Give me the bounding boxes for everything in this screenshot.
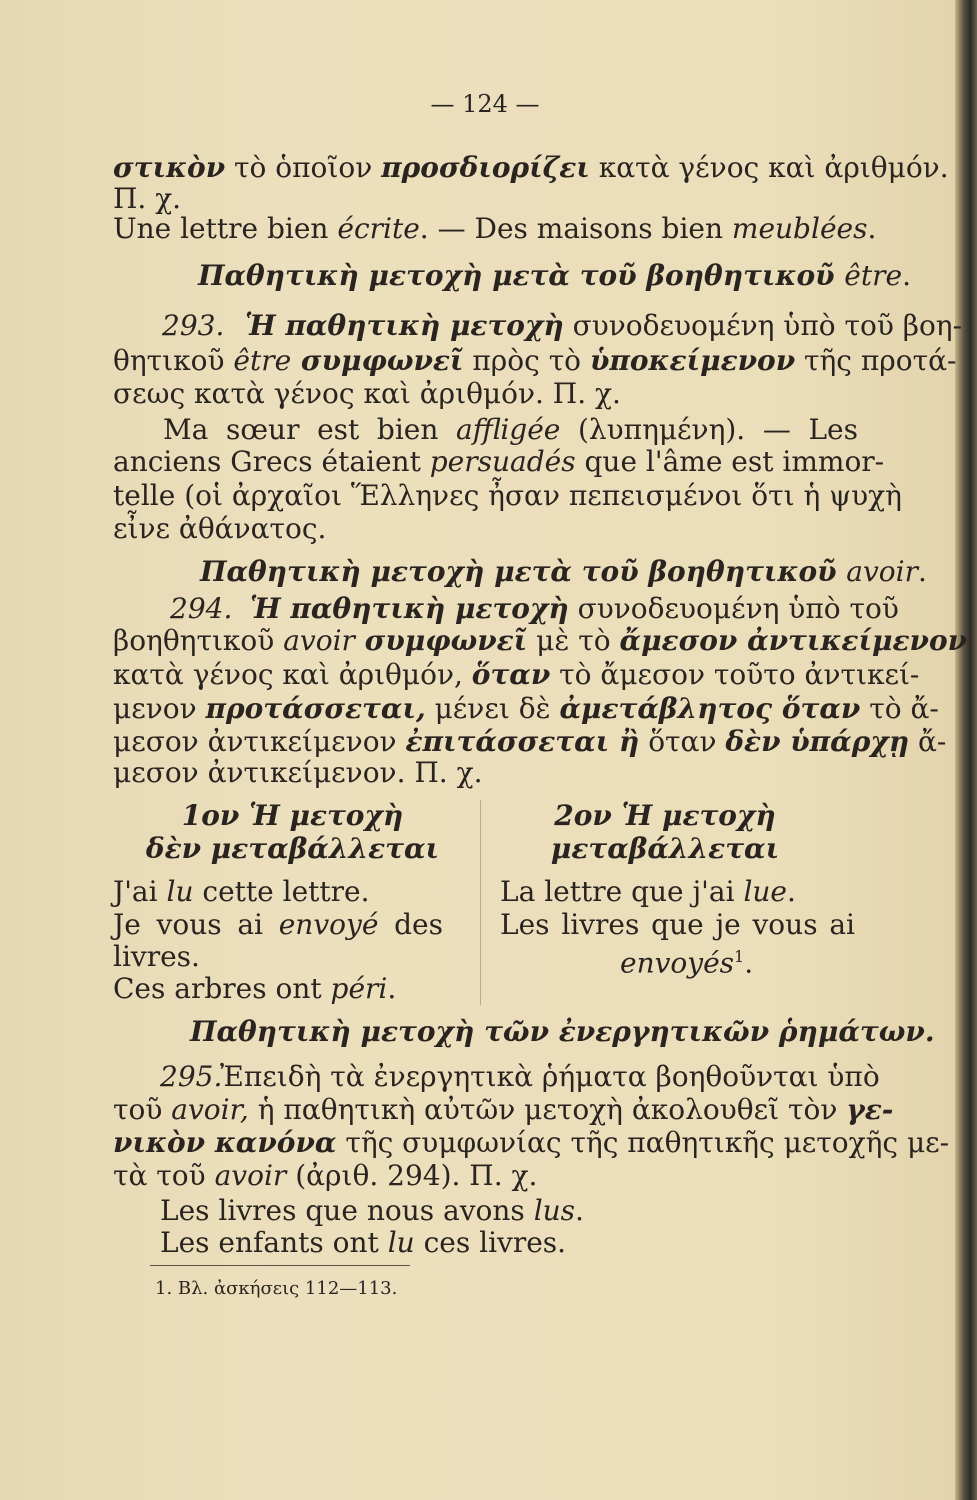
text-line: σεως κατὰ γένος καὶ ἀριθμόν. Π. χ. bbox=[113, 377, 621, 410]
footnote: 1. Βλ. ἀσκήσεις 112—113. bbox=[155, 1278, 398, 1299]
footnote-marker: 1 bbox=[734, 947, 745, 966]
text-line: envoyés$^1$. bbox=[620, 946, 754, 980]
paragraph-number: 295. bbox=[160, 1060, 223, 1093]
text-line: Π. χ. bbox=[113, 182, 182, 215]
text-line: anciens Grecs étaient persuadés que l'âme est immor- bbox=[113, 445, 885, 478]
section-heading: Παθητικὴ μετοχὴ μετὰ τοῦ βοηθητικοῦ avoir. bbox=[200, 555, 927, 588]
section-heading: Παθητικὴ μετοχὴ τῶν ἐνεργητικῶν ῥημάτων. bbox=[190, 1015, 935, 1048]
column-heading-right: μεταβάλλεται bbox=[550, 832, 780, 865]
text-line: Une lettre bien écrite. — Des maisons bien meublées. bbox=[113, 212, 877, 245]
footnote-rule bbox=[150, 1265, 410, 1266]
text-line: Les livres que nous avons lus. bbox=[160, 1194, 584, 1227]
section-heading: Παθητικὴ μετοχὴ μετὰ τοῦ βοηθητικοῦ être. bbox=[198, 259, 911, 292]
paragraph-number: 293. bbox=[162, 309, 225, 342]
column-heading-left: 1ον Ἡ μετοχὴ bbox=[181, 799, 404, 832]
text-line: La lettre que j'ai lue. bbox=[500, 875, 796, 908]
text-line: Ἡ παθητικὴ μετοχὴ συνοδευομένη ὑπὸ τοῦ βοη- bbox=[245, 309, 963, 342]
text-line: νικὸν κανόνα τῆς συμφωνίας τῆς παθητικῆς μετοχῆς με- bbox=[113, 1126, 950, 1159]
text-line: Les enfants ont lu ces livres. bbox=[160, 1226, 567, 1259]
text-line: Ma sœur est bien affligée (λυπημένη). — Les bbox=[163, 413, 858, 446]
text-line: Ces arbres ont péri. bbox=[113, 972, 397, 1005]
text-line: Les livres que je vous ai bbox=[500, 908, 855, 941]
text-line: telle (οἱ ἀρχαῖοι Ἕλληνες ἦσαν πεπεισμένοι ὅτι ἡ ψυχὴ bbox=[113, 479, 902, 512]
text-line: θητικοῦ être συμφωνεῖ πρὸς τὸ ὑποκείμενον τῆς προτά- bbox=[113, 344, 957, 377]
text-line: εἶνε ἀθάνατος. bbox=[113, 512, 327, 545]
text-line: Ἡ παθητικὴ μετοχὴ συνοδευομένη ὑπὸ τοῦ bbox=[250, 592, 899, 625]
text-line: Ἐπειδὴ τὰ ἐνεργητικὰ ῥήματα βοηθοῦνται ὑπὸ bbox=[220, 1060, 880, 1093]
book-spine bbox=[955, 0, 977, 1500]
text-line: Je vous ai envoyé des bbox=[113, 908, 443, 941]
text-line: μεσον ἀντικείμενον. Π. χ. bbox=[113, 756, 483, 789]
column-heading-left: δὲν μεταβάλλεται bbox=[145, 832, 440, 865]
text-line: J'ai lu cette lettre. bbox=[113, 875, 370, 908]
text-line: τοῦ avoir, ἡ παθητικὴ αὐτῶν μετοχὴ ἀκολουθεῖ τὸν γε- bbox=[113, 1093, 894, 1126]
text-line: τὰ τοῦ avoir (ἀριθ. 294). Π. χ. bbox=[113, 1159, 538, 1192]
text-line: livres. bbox=[113, 940, 200, 973]
column-heading-right: 2ον Ἡ μετοχὴ bbox=[554, 799, 776, 832]
page-number: — 124 — bbox=[430, 90, 540, 118]
text-line: μενον προτάσσεται, μένει δὲ ἀμετάβλητος ὅταν τὸ ἄ- bbox=[113, 692, 939, 725]
text-line: κατὰ γένος καὶ ἀριθμόν, ὅταν τὸ ἄμεσον τοῦτο ἀντικεί- bbox=[113, 658, 920, 691]
text-line: μεσον ἀντικείμενον ἐπιτάσσεται ἢ ὅταν δὲν ὑπάρχῃ ἄ- bbox=[113, 725, 947, 758]
text-line: στικὸν τὸ ὁποῖον προσδιορίζει κατὰ γένος καὶ ἀριθμόν. bbox=[113, 151, 949, 184]
column-divider bbox=[480, 800, 481, 1005]
text-line: βοηθητικοῦ avoir συμφωνεῖ μὲ τὸ ἄμεσον ἀντικείμενον bbox=[113, 624, 968, 657]
paragraph-number: 294. bbox=[170, 592, 233, 625]
